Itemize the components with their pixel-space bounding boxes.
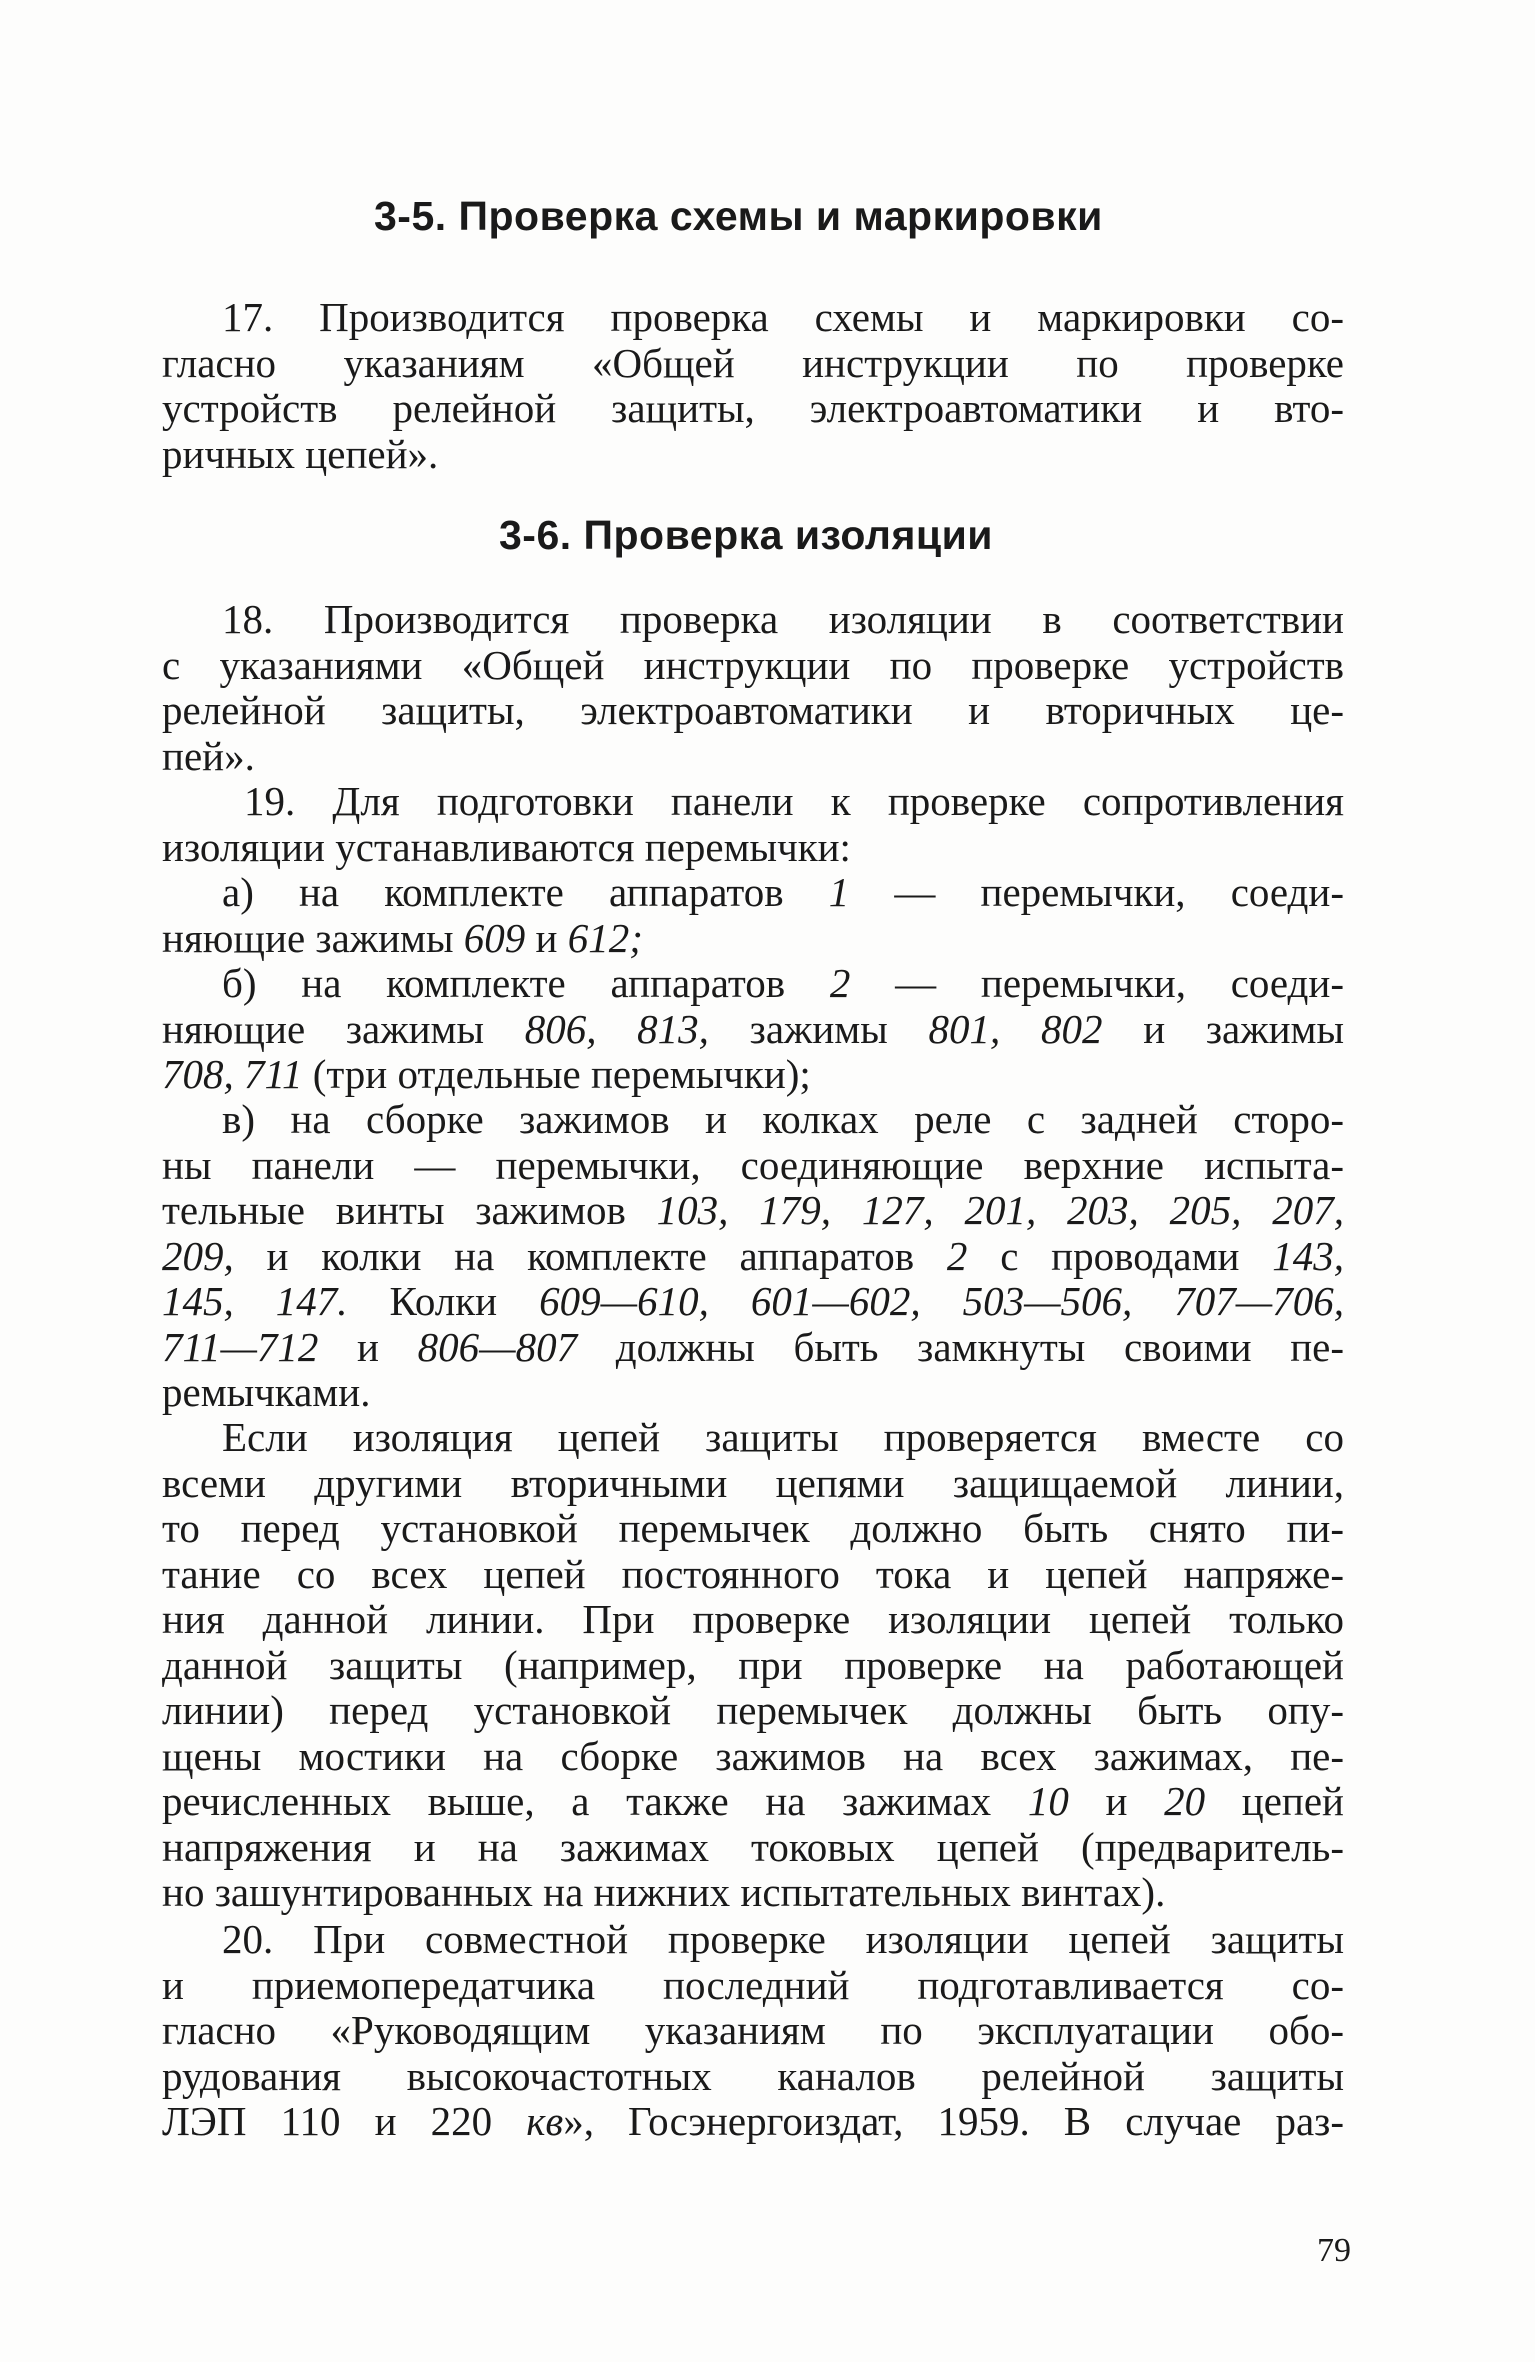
text-line: 711—712 и 806—807 должны быть замкнуты своими пе-: [162, 1323, 1344, 1370]
text-line: щены мостики на сборке зажимов на всех зажимах, пе-: [162, 1732, 1344, 1779]
text-line: няющие зажимы 806, 813, зажимы 801, 802 и зажимы: [162, 1005, 1345, 1052]
paragraph-17: [162, 295, 1344, 477]
text-line: няющие зажимы 609 и 612;: [162, 914, 643, 961]
text-line: ны панели — перемычки, соединяющие верхние испыта-: [162, 1141, 1344, 1188]
text-line: то перед установкой перемычек должно быть снято пи-: [162, 1505, 1344, 1551]
text-line: всеми другими вторичными цепями защищаемой линии,: [162, 1459, 1344, 1506]
item-a: [162, 870, 1344, 961]
text-line: линии) перед установкой перемычек должны быть опу-: [162, 1687, 1344, 1733]
text-line: 18. Производится проверка изоляции в соответствии: [222, 596, 1344, 642]
text-line: Если изоляция цепей защиты проверяется вместе со: [222, 1414, 1344, 1460]
text-line: 708, 711 (три отдельные перемычки);: [162, 1051, 811, 1097]
text-line: изоляции устанавливаются перемычки:: [162, 823, 851, 870]
text-line: пей».: [162, 732, 255, 779]
text-line: ремычками.: [162, 1369, 371, 1415]
text-line: а) на комплекте аппаратов 1 — перемычки, соеди-: [222, 869, 1345, 915]
text-line: 20. При совместной проверке изоляции цепей защиты: [222, 1916, 1344, 1962]
paragraph-19: [162, 779, 1344, 870]
item-v: [162, 1097, 1344, 1416]
page-number: 79: [1317, 2232, 1351, 2269]
text-line: 17. Производится проверка схемы и маркировки со-: [222, 294, 1344, 340]
paragraph-18: [162, 597, 1344, 779]
text-line: рудования высокочастотных каналов релейной защиты: [162, 2052, 1344, 2099]
paragraph-20: [162, 1917, 1344, 2145]
paragraph-isolation-note: [162, 1415, 1344, 1916]
text-line: 145, 147. Колки 609—610, 601—602, 503—506, 707—706,: [162, 1278, 1345, 1324]
text-line: устройств релейной защиты, электроавтоматики и вто-: [162, 385, 1344, 431]
text-line: тание со всех цепей постоянного тока и цепей напряже-: [162, 1550, 1344, 1597]
section-heading-3-5: 3-5. Проверка схемы и маркировки: [374, 193, 1103, 239]
text-line: тельные винты зажимов 103, 179, 127, 201, 203, 205, 207,: [162, 1187, 1344, 1233]
text-line: 209, и колки на комплекте аппаратов 2 с проводами 143,: [162, 1232, 1345, 1279]
text-line: и приемопередатчика последний подготавливается со-: [162, 1961, 1344, 2008]
text-line: напряжения и на зажимах токовых цепей (предваритель-: [162, 1823, 1344, 1870]
section-heading-3-6: 3-6. Проверка изоляции: [499, 512, 993, 558]
text-line: но зашунтированных на нижних испытательных винтах).: [162, 1869, 1166, 1915]
text-line: ЛЭП 110 и 220 кв», Госэнергоиздат, 1959. В случае раз-: [162, 2098, 1344, 2144]
text-line: с указаниями «Общей инструкции по проверке устройств: [162, 641, 1344, 688]
text-line: речисленных выше, а также на зажимах 10 и 20 цепей: [162, 1778, 1344, 1824]
item-b: [162, 961, 1344, 1098]
text-line: данной защиты (например, при проверке на работающей: [162, 1641, 1344, 1688]
text-line: релейной защиты, электроавтоматики и вторичных це-: [162, 687, 1344, 733]
text-line: ния данной линии. При проверке изоляции цепей только: [162, 1596, 1344, 1642]
text-line: ричных цепей».: [162, 430, 439, 477]
text-line: гласно «Руководящим указаниям по эксплуатации обо-: [162, 2007, 1344, 2053]
text-line: гласно указаниям «Общей инструкции по проверке: [162, 339, 1344, 386]
text-line: б) на комплекте аппаратов 2 — перемычки, соеди-: [222, 960, 1345, 1006]
text-line: 19. Для подготовки панели к проверке сопротивления: [244, 778, 1344, 824]
text-line: в) на сборке зажимов и колках реле с задней сторо-: [222, 1096, 1344, 1142]
